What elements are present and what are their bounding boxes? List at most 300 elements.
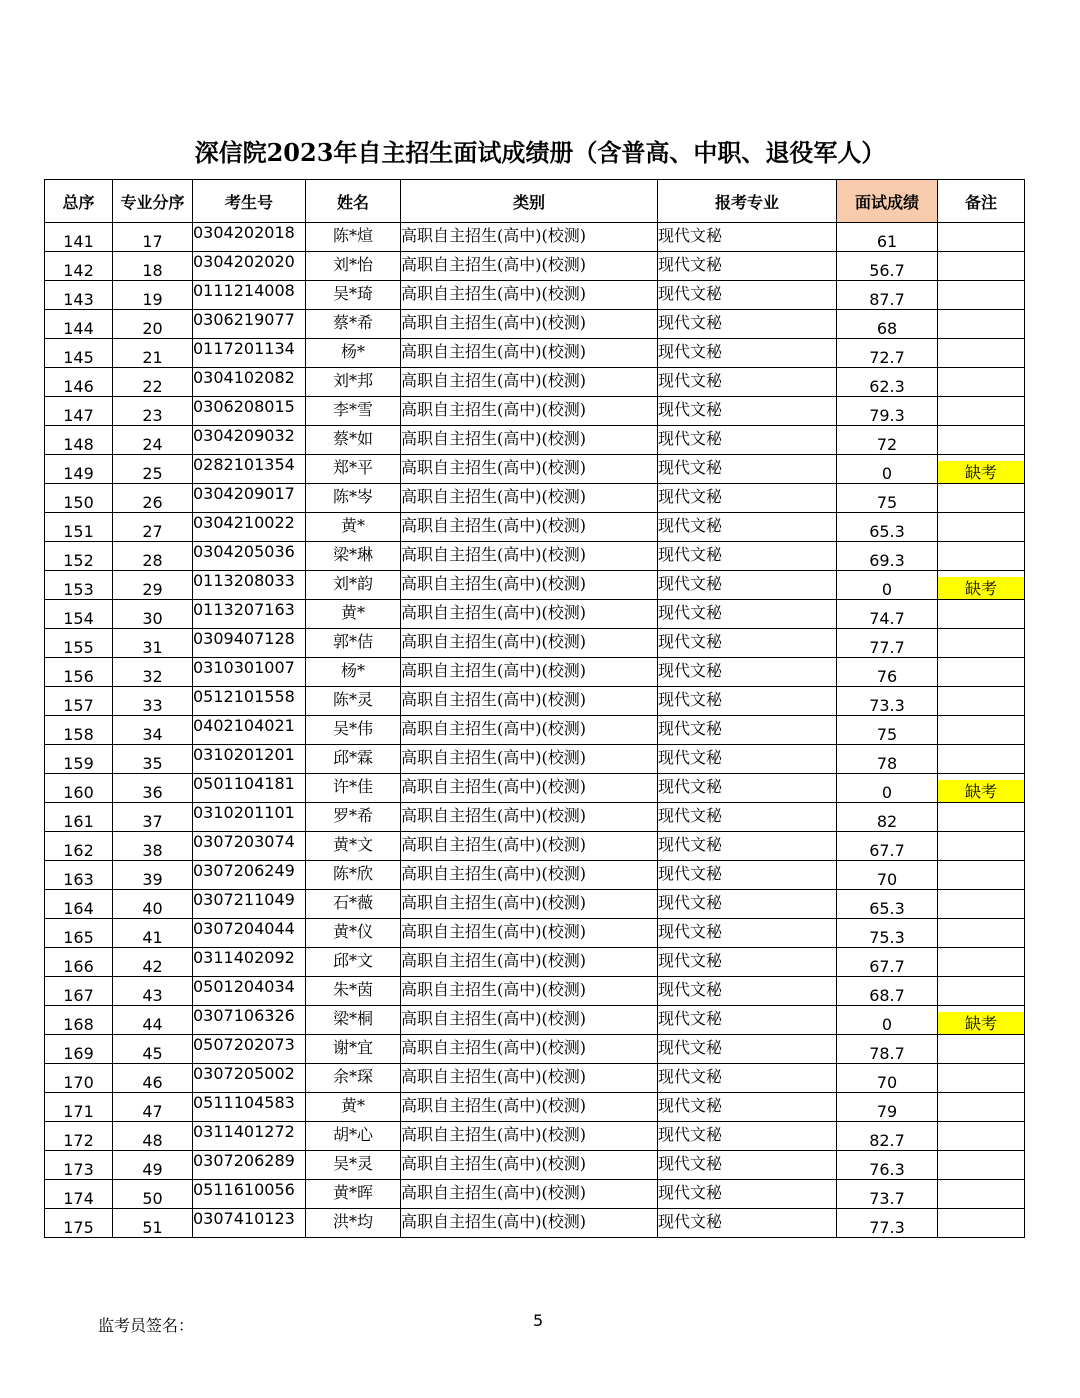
cell-exam-id: 0304209032 [193, 426, 306, 455]
cell-remark [938, 281, 1025, 310]
cell-score: 75 [837, 484, 938, 513]
cell-remark [938, 658, 1025, 687]
cell-score: 69.3 [837, 542, 938, 571]
cell-name: 黄*晖 [306, 1180, 401, 1209]
cell-exam-id: 0501204034 [193, 977, 306, 1006]
table-row [45, 658, 1025, 687]
cell-major-seq: 22 [113, 368, 193, 397]
cell-major: 现代文秘 [658, 977, 837, 1006]
cell-category: 高职自主招生(高中)(校测) [401, 1035, 658, 1064]
table-row [45, 1093, 1025, 1122]
cell-exam-id: 0501104181 [193, 774, 306, 803]
cell-major-seq: 20 [113, 310, 193, 339]
cell-score: 70 [837, 861, 938, 890]
cell-major-seq: 25 [113, 455, 193, 484]
cell-category: 高职自主招生(高中)(校测) [401, 687, 658, 716]
cell-exam-id: 0304102082 [193, 368, 306, 397]
cell-name: 陈*煊 [306, 223, 401, 252]
cell-total-seq: 147 [45, 397, 113, 426]
cell-total-seq: 154 [45, 600, 113, 629]
header-major: 报考专业 [658, 180, 837, 223]
cell-exam-id: 0309407128 [193, 629, 306, 658]
cell-name: 邱*文 [306, 948, 401, 977]
cell-total-seq: 142 [45, 252, 113, 281]
cell-major: 现代文秘 [658, 339, 837, 368]
cell-score: 82 [837, 803, 938, 832]
cell-name: 刘*怡 [306, 252, 401, 281]
cell-exam-id: 0111214008 [193, 281, 306, 310]
cell-name: 许*佳 [306, 774, 401, 803]
cell-exam-id: 0310201201 [193, 745, 306, 774]
cell-score: 79 [837, 1093, 938, 1122]
table-row [45, 919, 1025, 948]
cell-major: 现代文秘 [658, 600, 837, 629]
cell-total-seq: 152 [45, 542, 113, 571]
cell-major-seq: 48 [113, 1122, 193, 1151]
cell-name: 黄*文 [306, 832, 401, 861]
cell-major: 现代文秘 [658, 1180, 837, 1209]
cell-remark [938, 310, 1025, 339]
cell-name: 黄*仪 [306, 919, 401, 948]
cell-total-seq: 148 [45, 426, 113, 455]
cell-major-seq: 23 [113, 397, 193, 426]
cell-major: 现代文秘 [658, 223, 837, 252]
cell-remark [938, 919, 1025, 948]
cell-exam-id: 0307211049 [193, 890, 306, 919]
cell-major: 现代文秘 [658, 310, 837, 339]
cell-major-seq: 51 [113, 1209, 193, 1238]
cell-score: 61 [837, 223, 938, 252]
cell-major-seq: 39 [113, 861, 193, 890]
cell-name: 余*琛 [306, 1064, 401, 1093]
cell-remark [938, 629, 1025, 658]
cell-score: 77.7 [837, 629, 938, 658]
cell-major: 现代文秘 [658, 1151, 837, 1180]
cell-exam-id: 0307106326 [193, 1006, 306, 1035]
cell-major: 现代文秘 [658, 397, 837, 426]
cell-category: 高职自主招生(高中)(校测) [401, 223, 658, 252]
cell-exam-id: 0507202073 [193, 1035, 306, 1064]
cell-remark [938, 745, 1025, 774]
cell-exam-id: 0306219077 [193, 310, 306, 339]
cell-category: 高职自主招生(高中)(校测) [401, 368, 658, 397]
cell-exam-id: 0311401272 [193, 1122, 306, 1151]
cell-remark [938, 977, 1025, 1006]
cell-score: 78 [837, 745, 938, 774]
cell-score: 75 [837, 716, 938, 745]
cell-exam-id: 0307206249 [193, 861, 306, 890]
cell-total-seq: 144 [45, 310, 113, 339]
cell-major: 现代文秘 [658, 687, 837, 716]
cell-category: 高职自主招生(高中)(校测) [401, 745, 658, 774]
cell-remark [938, 339, 1025, 368]
table-row [45, 426, 1025, 455]
cell-major: 现代文秘 [658, 948, 837, 977]
cell-total-seq: 155 [45, 629, 113, 658]
cell-major-seq: 26 [113, 484, 193, 513]
score-table [44, 179, 1025, 1238]
cell-remark [938, 861, 1025, 890]
cell-total-seq: 159 [45, 745, 113, 774]
table-row [45, 774, 1025, 803]
cell-major: 现代文秘 [658, 1093, 837, 1122]
cell-total-seq: 141 [45, 223, 113, 252]
cell-remark [938, 774, 1025, 803]
cell-exam-id: 0306208015 [193, 397, 306, 426]
cell-major-seq: 36 [113, 774, 193, 803]
cell-major-seq: 44 [113, 1006, 193, 1035]
header-total-seq: 总序 [45, 180, 113, 223]
cell-score: 73.7 [837, 1180, 938, 1209]
cell-remark [938, 1006, 1025, 1035]
table-row [45, 832, 1025, 861]
cell-remark [938, 368, 1025, 397]
cell-score: 72 [837, 426, 938, 455]
cell-score: 67.7 [837, 948, 938, 977]
cell-score: 73.3 [837, 687, 938, 716]
cell-remark [938, 948, 1025, 977]
cell-total-seq: 164 [45, 890, 113, 919]
cell-score: 87.7 [837, 281, 938, 310]
cell-total-seq: 166 [45, 948, 113, 977]
cell-exam-id: 0113207163 [193, 600, 306, 629]
cell-major-seq: 37 [113, 803, 193, 832]
table-row [45, 252, 1025, 281]
cell-exam-id: 0311402092 [193, 948, 306, 977]
cell-major: 现代文秘 [658, 426, 837, 455]
cell-name: 蔡*如 [306, 426, 401, 455]
table-row [45, 861, 1025, 890]
cell-total-seq: 160 [45, 774, 113, 803]
table-row [45, 716, 1025, 745]
cell-category: 高职自主招生(高中)(校测) [401, 774, 658, 803]
cell-major-seq: 42 [113, 948, 193, 977]
cell-remark [938, 1122, 1025, 1151]
table-row [45, 1151, 1025, 1180]
cell-category: 高职自主招生(高中)(校测) [401, 832, 658, 861]
table-row [45, 223, 1025, 252]
cell-total-seq: 146 [45, 368, 113, 397]
cell-total-seq: 145 [45, 339, 113, 368]
cell-total-seq: 168 [45, 1006, 113, 1035]
cell-category: 高职自主招生(高中)(校测) [401, 1209, 658, 1238]
cell-score: 0 [837, 774, 938, 803]
cell-major: 现代文秘 [658, 774, 837, 803]
cell-major-seq: 21 [113, 339, 193, 368]
table-row [45, 1209, 1025, 1238]
table-row [45, 310, 1025, 339]
table-row [45, 455, 1025, 484]
cell-score: 82.7 [837, 1122, 938, 1151]
cell-total-seq: 172 [45, 1122, 113, 1151]
cell-category: 高职自主招生(高中)(校测) [401, 571, 658, 600]
cell-major-seq: 32 [113, 658, 193, 687]
cell-exam-id: 0304210022 [193, 513, 306, 542]
table-row [45, 1180, 1025, 1209]
cell-remark [938, 252, 1025, 281]
cell-total-seq: 161 [45, 803, 113, 832]
cell-category: 高职自主招生(高中)(校测) [401, 716, 658, 745]
cell-major-seq: 34 [113, 716, 193, 745]
cell-category: 高职自主招生(高中)(校测) [401, 890, 658, 919]
cell-remark [938, 1180, 1025, 1209]
absent-badge: 缺考 [938, 1012, 1024, 1034]
cell-score: 76.3 [837, 1151, 938, 1180]
cell-name: 谢*宜 [306, 1035, 401, 1064]
cell-total-seq: 150 [45, 484, 113, 513]
cell-score: 77.3 [837, 1209, 938, 1238]
cell-name: 郭*佶 [306, 629, 401, 658]
cell-category: 高职自主招生(高中)(校测) [401, 629, 658, 658]
cell-major: 现代文秘 [658, 1064, 837, 1093]
cell-exam-id: 0511610056 [193, 1180, 306, 1209]
table-row [45, 629, 1025, 658]
cell-score: 74.7 [837, 600, 938, 629]
cell-total-seq: 158 [45, 716, 113, 745]
cell-category: 高职自主招生(高中)(校测) [401, 1180, 658, 1209]
cell-total-seq: 156 [45, 658, 113, 687]
cell-name: 蔡*希 [306, 310, 401, 339]
cell-score: 70 [837, 1064, 938, 1093]
cell-total-seq: 143 [45, 281, 113, 310]
cell-remark [938, 1093, 1025, 1122]
cell-major-seq: 30 [113, 600, 193, 629]
cell-name: 罗*希 [306, 803, 401, 832]
cell-category: 高职自主招生(高中)(校测) [401, 1093, 658, 1122]
cell-remark [938, 571, 1025, 600]
cell-name: 郑*平 [306, 455, 401, 484]
cell-major: 现代文秘 [658, 513, 837, 542]
cell-category: 高职自主招生(高中)(校测) [401, 281, 658, 310]
cell-score: 65.3 [837, 890, 938, 919]
cell-category: 高职自主招生(高中)(校测) [401, 426, 658, 455]
cell-category: 高职自主招生(高中)(校测) [401, 339, 658, 368]
cell-remark [938, 1064, 1025, 1093]
cell-total-seq: 171 [45, 1093, 113, 1122]
cell-total-seq: 173 [45, 1151, 113, 1180]
cell-major: 现代文秘 [658, 542, 837, 571]
cell-remark [938, 426, 1025, 455]
cell-major: 现代文秘 [658, 890, 837, 919]
cell-score: 65.3 [837, 513, 938, 542]
cell-major: 现代文秘 [658, 1122, 837, 1151]
header-exam-id: 考生号 [193, 180, 306, 223]
header-remark: 备注 [938, 180, 1025, 223]
table-row [45, 890, 1025, 919]
cell-total-seq: 165 [45, 919, 113, 948]
cell-major-seq: 41 [113, 919, 193, 948]
cell-total-seq: 153 [45, 571, 113, 600]
cell-major-seq: 47 [113, 1093, 193, 1122]
cell-remark [938, 687, 1025, 716]
table-body [45, 223, 1025, 1238]
cell-major-seq: 19 [113, 281, 193, 310]
cell-name: 吴*琦 [306, 281, 401, 310]
table-header-row [45, 180, 1025, 223]
cell-remark [938, 223, 1025, 252]
cell-exam-id: 0511104583 [193, 1093, 306, 1122]
cell-category: 高职自主招生(高中)(校测) [401, 861, 658, 890]
table-row [45, 542, 1025, 571]
cell-total-seq: 174 [45, 1180, 113, 1209]
cell-score: 68 [837, 310, 938, 339]
cell-exam-id: 0307206289 [193, 1151, 306, 1180]
cell-major-seq: 28 [113, 542, 193, 571]
cell-major-seq: 24 [113, 426, 193, 455]
cell-exam-id: 0307410123 [193, 1209, 306, 1238]
cell-exam-id: 0117201134 [193, 339, 306, 368]
cell-category: 高职自主招生(高中)(校测) [401, 513, 658, 542]
cell-major-seq: 18 [113, 252, 193, 281]
cell-score: 0 [837, 571, 938, 600]
cell-score: 67.7 [837, 832, 938, 861]
cell-name: 陈*岑 [306, 484, 401, 513]
table-row [45, 513, 1025, 542]
cell-exam-id: 0113208033 [193, 571, 306, 600]
table-row [45, 948, 1025, 977]
header-category: 类别 [401, 180, 658, 223]
cell-remark [938, 1035, 1025, 1064]
cell-name: 石*薇 [306, 890, 401, 919]
cell-category: 高职自主招生(高中)(校测) [401, 455, 658, 484]
cell-score: 72.7 [837, 339, 938, 368]
table-row [45, 368, 1025, 397]
cell-remark [938, 484, 1025, 513]
cell-exam-id: 0310301007 [193, 658, 306, 687]
cell-major: 现代文秘 [658, 1035, 837, 1064]
cell-remark [938, 1151, 1025, 1180]
header-major-seq: 专业分序 [113, 180, 193, 223]
cell-major: 现代文秘 [658, 1006, 837, 1035]
cell-total-seq: 169 [45, 1035, 113, 1064]
table-row [45, 1064, 1025, 1093]
cell-exam-id: 0307205002 [193, 1064, 306, 1093]
cell-major: 现代文秘 [658, 1209, 837, 1238]
cell-major: 现代文秘 [658, 803, 837, 832]
cell-major: 现代文秘 [658, 861, 837, 890]
cell-exam-id: 0310201101 [193, 803, 306, 832]
page-number: 5 [533, 1311, 544, 1330]
table-row [45, 803, 1025, 832]
cell-major-seq: 27 [113, 513, 193, 542]
cell-major: 现代文秘 [658, 455, 837, 484]
cell-category: 高职自主招生(高中)(校测) [401, 803, 658, 832]
cell-major-seq: 45 [113, 1035, 193, 1064]
cell-major: 现代文秘 [658, 571, 837, 600]
cell-score: 68.7 [837, 977, 938, 1006]
cell-name: 刘*韵 [306, 571, 401, 600]
cell-name: 刘*邦 [306, 368, 401, 397]
cell-name: 杨* [306, 658, 401, 687]
cell-major-seq: 43 [113, 977, 193, 1006]
cell-exam-id: 0304202020 [193, 252, 306, 281]
cell-exam-id: 0282101354 [193, 455, 306, 484]
table-row [45, 571, 1025, 600]
header-score: 面试成绩 [837, 180, 938, 223]
absent-badge: 缺考 [938, 461, 1024, 483]
cell-remark [938, 513, 1025, 542]
cell-category: 高职自主招生(高中)(校测) [401, 310, 658, 339]
header-name: 姓名 [306, 180, 401, 223]
cell-exam-id: 0307204044 [193, 919, 306, 948]
cell-exam-id: 0304205036 [193, 542, 306, 571]
cell-name: 陈*灵 [306, 687, 401, 716]
cell-major: 现代文秘 [658, 252, 837, 281]
cell-major-seq: 46 [113, 1064, 193, 1093]
cell-score: 0 [837, 1006, 938, 1035]
cell-total-seq: 162 [45, 832, 113, 861]
cell-name: 洪*均 [306, 1209, 401, 1238]
cell-category: 高职自主招生(高中)(校测) [401, 1122, 658, 1151]
cell-exam-id: 0402104021 [193, 716, 306, 745]
cell-category: 高职自主招生(高中)(校测) [401, 919, 658, 948]
cell-category: 高职自主招生(高中)(校测) [401, 658, 658, 687]
cell-category: 高职自主招生(高中)(校测) [401, 542, 658, 571]
cell-name: 杨* [306, 339, 401, 368]
table-row [45, 600, 1025, 629]
cell-remark [938, 890, 1025, 919]
cell-major: 现代文秘 [658, 716, 837, 745]
cell-name: 梁*琳 [306, 542, 401, 571]
cell-major-seq: 29 [113, 571, 193, 600]
cell-score: 75.3 [837, 919, 938, 948]
cell-score: 78.7 [837, 1035, 938, 1064]
cell-score: 76 [837, 658, 938, 687]
cell-total-seq: 167 [45, 977, 113, 1006]
cell-major: 现代文秘 [658, 745, 837, 774]
cell-major-seq: 50 [113, 1180, 193, 1209]
cell-major-seq: 31 [113, 629, 193, 658]
cell-total-seq: 151 [45, 513, 113, 542]
cell-major-seq: 38 [113, 832, 193, 861]
cell-remark [938, 600, 1025, 629]
table-row [45, 281, 1025, 310]
cell-category: 高职自主招生(高中)(校测) [401, 977, 658, 1006]
cell-category: 高职自主招生(高中)(校测) [401, 252, 658, 281]
cell-remark [938, 832, 1025, 861]
cell-score: 0 [837, 455, 938, 484]
cell-name: 吴*伟 [306, 716, 401, 745]
cell-score: 62.3 [837, 368, 938, 397]
table-row [45, 484, 1025, 513]
table-row [45, 339, 1025, 368]
cell-name: 吴*灵 [306, 1151, 401, 1180]
table-row [45, 745, 1025, 774]
cell-name: 黄* [306, 600, 401, 629]
cell-remark [938, 542, 1025, 571]
cell-name: 李*雪 [306, 397, 401, 426]
cell-exam-id: 0304209017 [193, 484, 306, 513]
cell-remark [938, 397, 1025, 426]
cell-score: 56.7 [837, 252, 938, 281]
cell-major: 现代文秘 [658, 832, 837, 861]
cell-major: 现代文秘 [658, 368, 837, 397]
cell-category: 高职自主招生(高中)(校测) [401, 948, 658, 977]
cell-total-seq: 170 [45, 1064, 113, 1093]
cell-name: 梁*桐 [306, 1006, 401, 1035]
cell-name: 黄* [306, 513, 401, 542]
table-row [45, 977, 1025, 1006]
table-row [45, 687, 1025, 716]
cell-name: 邱*霖 [306, 745, 401, 774]
cell-total-seq: 175 [45, 1209, 113, 1238]
cell-major: 现代文秘 [658, 658, 837, 687]
cell-remark [938, 1209, 1025, 1238]
cell-remark [938, 716, 1025, 745]
cell-major-seq: 49 [113, 1151, 193, 1180]
cell-name: 陈*欣 [306, 861, 401, 890]
absent-badge: 缺考 [938, 780, 1024, 802]
